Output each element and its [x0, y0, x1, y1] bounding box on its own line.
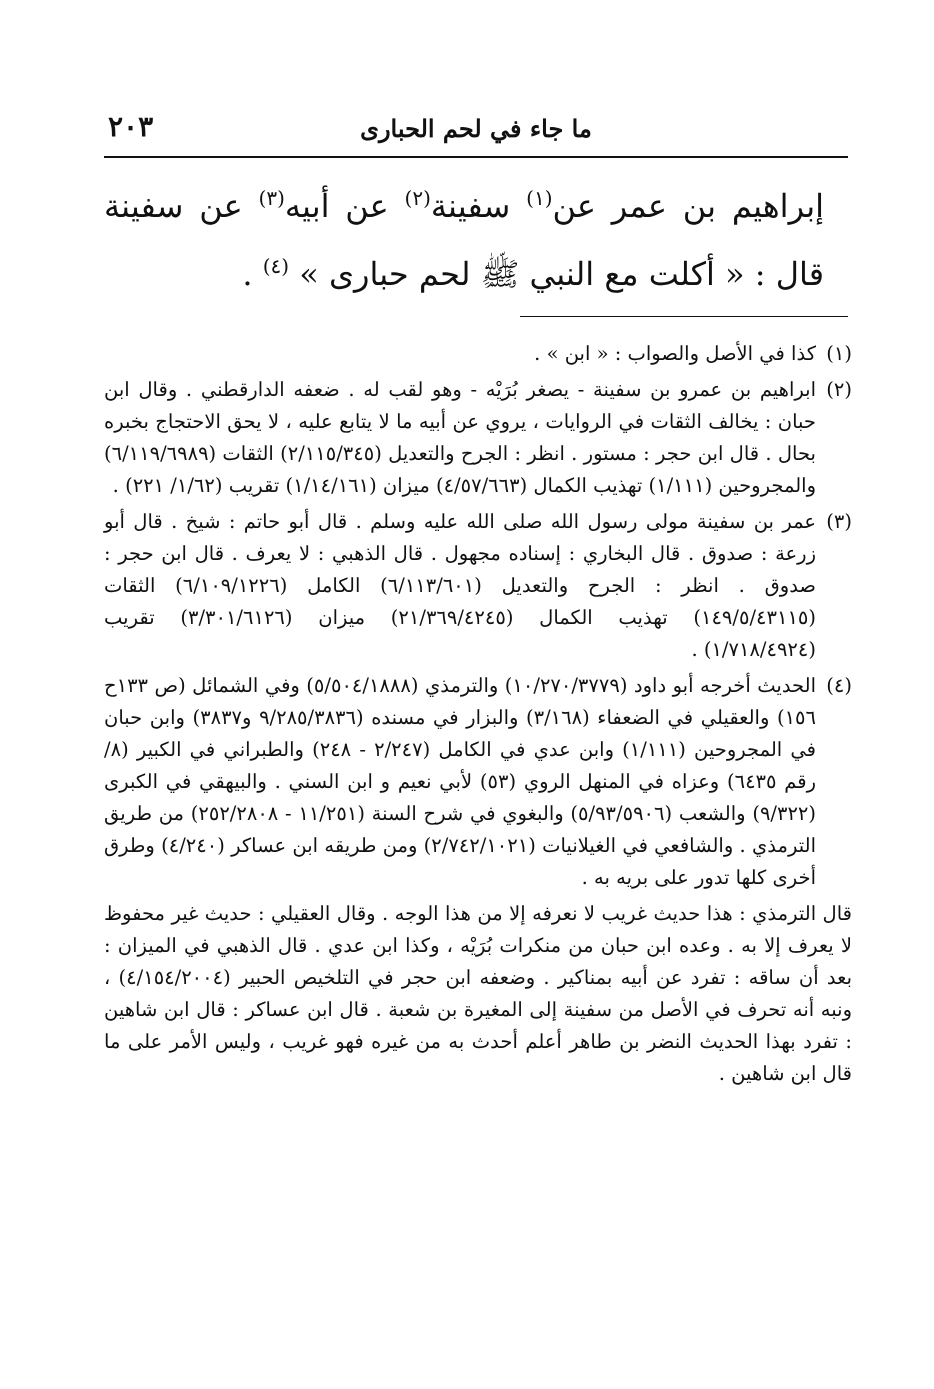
footnote-separator [520, 316, 848, 317]
footnote-number: (٤) [826, 674, 852, 697]
footnote-number: (١) [826, 342, 852, 365]
hadith-segment: . [242, 255, 263, 293]
running-header [104, 108, 848, 156]
footnote-ref-1: (١) [526, 186, 553, 210]
hadith-segment: عن أبيه [284, 187, 405, 225]
footnotes [104, 338, 852, 1090]
footnote-ref-3: (٣) [258, 186, 285, 210]
footnote-2 [104, 374, 852, 502]
footnote-ref-2: (٢) [404, 186, 431, 210]
page-number: ٢٠٣ [108, 110, 154, 143]
footnote-3 [104, 506, 852, 666]
footnote-text: عمر بن سفينة مولى رسول الله صلى الله عليه وسلم . قال أبو حاتم : شيخ . قال أبو زرعة : صدوق . قال البخاري : إسناده مجهول . قال الذهبي : لا يعرف . قال ابن حجر : صدوق . انظر : الجرح والتعديل (٦/١١٣/٦٠١) الكامل (٦/١٠٩/١٢٢٦) الثقات (١٤٩/٥/٤٣١١٥) تهذيب الكمال (٢١/٣٦٩/٤٢٤٥) ميزان (٣/٣٠١/٦١٢٦) تقريب (١/٧١٨/٤٩٢٤) . [104, 510, 816, 661]
footnote-text: كذا في الأصل والصواب : « ابن » . [534, 342, 816, 365]
hadith-segment: إبراهيم بن عمر عن [552, 187, 825, 225]
commentary-paragraph: قال الترمذي : هذا حديث غريب لا نعرفه إلا من هذا الوجه . وقال العقيلي : حديث غير محفوظ لا يعرف إلا به . وعده ابن حبان من منكرات بُرَيْه ، وكذا ابن عدي . قال الذهبي في الميزان : بعد أن ساقه : تفرد عن أبيه بمناكير . وضعفه ابن حجر في التلخيص الحبير (٤/١٥٤/٢٠٠٤) ، ونبه أنه تحرف في الأصل من سفينة إلى المغيرة بن شعبة . قال ابن عساكر : قال ابن شاهين : تفرد بهذا الحديث النضر بن طاهر أعلم أحدث به من غيره فهو غريب ، وليس الأمر على ما قال ابن شاهين . [104, 902, 853, 1085]
footnote-number: (٣) [826, 510, 852, 533]
hadith-segment: سفينة [430, 187, 527, 225]
header-rule [104, 156, 848, 158]
footnote-ref-4: (٤) [262, 254, 290, 278]
footnote-1 [104, 338, 852, 370]
hadith-text [104, 172, 824, 308]
footnote-number: (٢) [826, 378, 852, 401]
footnote-4 [104, 670, 852, 894]
footnote-text: الحديث أخرجه أبو داود (١٠/٢٧٠/٣٧٧٩) والترمذي (٥/٥٠٤/١٨٨٨) وفي الشمائل (ص ١٣٣ح ١٥٦) والعقيلي في الضعفاء (٣/١٦٨) والبزار في مسنده (٩/٢٨٥/٣٨٣٦ و٣٨٣٧) وابن حبان في المجروحين (١/١١١) وابن عدي في الكامل (٢/٢٤٧ - ٢٤٨) والطبراني في الكبير (٨/رقم ٦٤٣٥) وعزاه في المنهل الروي (٥٣) لأبي نعيم و ابن السني . والبيهقي في الكبرى (٩/٣٢٢) والشعب (٥/٩٣/٥٩٠٦) والبغوي في شرح السنة (١١/٢٥١ - ٢٥٢/٢٨٠٨) من طريق الترمذي . والشافعي في الغيلانيات (٢/٧٤٢/١٠٢١) ومن طريقه ابن عساكر (٤/٢٤٠) وطرق أخرى كلها تدور على بريه به . [104, 674, 817, 889]
hadith-segment: عن سفينة قال : « أكلت مع النبي ﷺ لحم حبارى » [104, 187, 824, 293]
footnote-text: ابراهيم بن عمرو بن سفينة - يصغر بُرَيْه - وهو لقب له . ضعفه الدارقطني . وقال ابن حبان : يخالف الثقات في الروايات ، يروي عن أبيه ما لا يتابع عليه ، لا يحق الاحتجاج بخبره بحال . قال ابن حجر : مستور . انظر : الجرح والتعديل (٢/١١٥/٣٤٥) الثقات (٦/١١٩/٦٩٨٩) والمجروحين (١/١١١) تهذيب الكمال (٤/٥٧/٦٦٣) ميزان (١/١٤/١٦١) تقريب (١/٦٢/ ٢٢١) . [104, 378, 816, 497]
running-title: ما جاء في لحم الحبارى [360, 114, 592, 143]
